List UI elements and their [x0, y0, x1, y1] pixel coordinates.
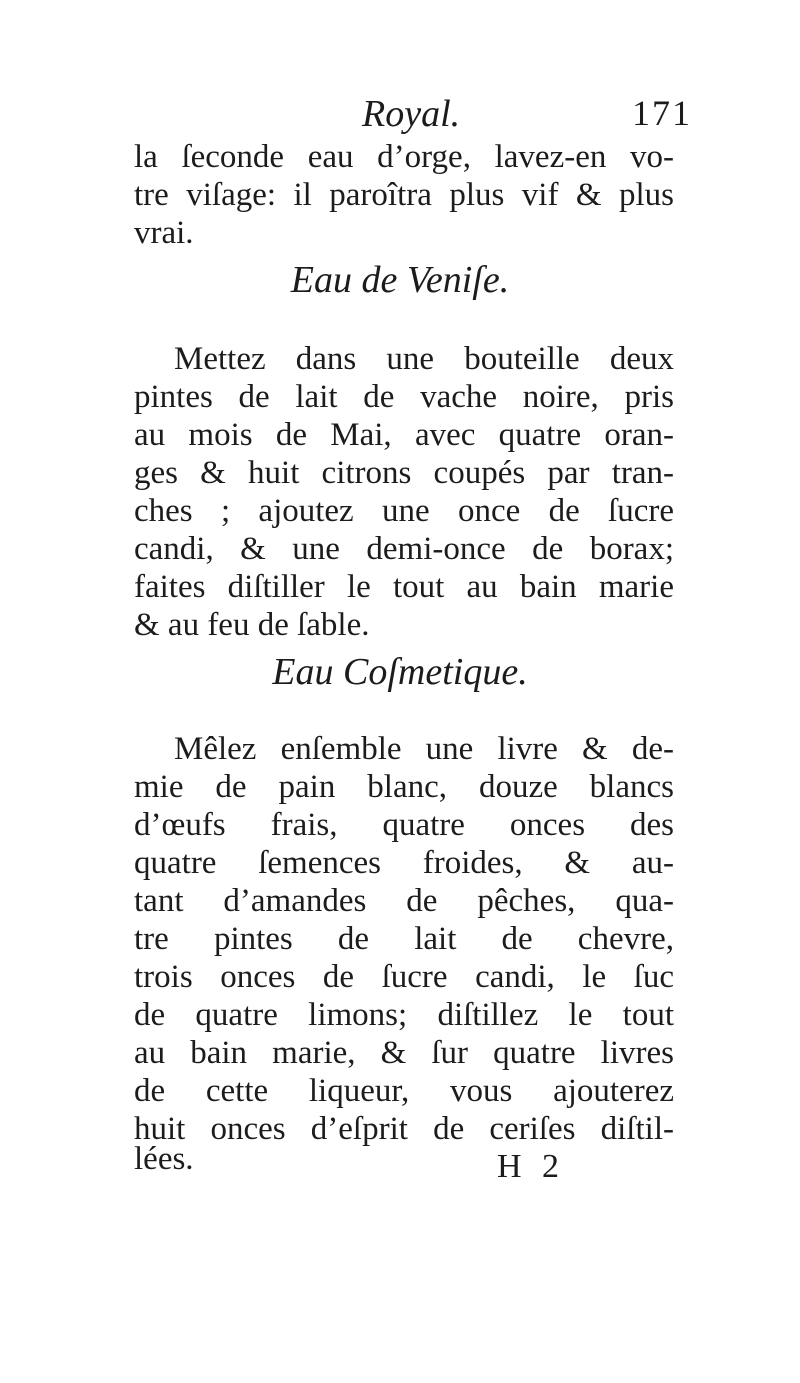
paragraph-line: huit onces d’eſprit de ceriſes diſtil-: [134, 1111, 674, 1147]
paragraph-line: d’œufs frais, quatre onces des: [134, 807, 674, 843]
paragraph-line: Mettez dans une bouteille deux: [174, 341, 674, 377]
continuation-line: tre viſage: il paroîtra plus vif & plus: [134, 177, 674, 213]
paragraph-line: de cette liqueur, vous ajouterez: [134, 1073, 674, 1109]
paragraph-line: trois onces de ſucre candi, le ſuc: [134, 959, 674, 995]
paragraph-line: Mêlez enſemble une livre & de-: [174, 731, 674, 767]
signature-mark: H 2: [497, 1148, 566, 1185]
continuation-line: vrai.: [134, 215, 194, 251]
paragraph-line: ges & huit citrons coupés par tran-: [134, 455, 674, 491]
running-head: [132, 92, 692, 142]
paragraph-line: au mois de Mai, avec quatre oran-: [134, 417, 674, 453]
paragraph-line: lées.: [134, 1141, 194, 1177]
paragraph-line: mie de pain blanc, douze blancs: [134, 769, 674, 805]
paragraph-line: ches ; ajoutez une once de ſucre: [134, 493, 674, 529]
paragraph-line: & au feu de ſable.: [134, 607, 370, 643]
section-heading-eau-cosmetique: Eau Coſmetique.: [272, 651, 528, 693]
paragraph-line: au bain marie, & ſur quatre livres: [134, 1035, 674, 1071]
paragraph-line: quatre ſemences froides, & au-: [134, 845, 674, 881]
paragraph-line: tant d’amandes de pêches, qua-: [134, 883, 674, 919]
paragraph-line: candi, & une demi-once de borax;: [134, 531, 674, 567]
paragraph-line: faites diſtiller le tout au bain marie: [134, 569, 674, 605]
continuation-line: la ſeconde eau d’orge, lavez-en vo-: [134, 139, 674, 175]
paragraph-line: de quatre limons; diſtillez le tout: [134, 997, 674, 1033]
section-heading-eau-de-venise: Eau de Veniſe.: [290, 259, 510, 301]
paragraph-line: pintes de lait de vache noire, pris: [134, 379, 674, 415]
running-title: Royal.: [362, 93, 461, 135]
page-number: 171: [632, 93, 692, 133]
paragraph-line: tre pintes de lait de chevre,: [134, 921, 674, 957]
